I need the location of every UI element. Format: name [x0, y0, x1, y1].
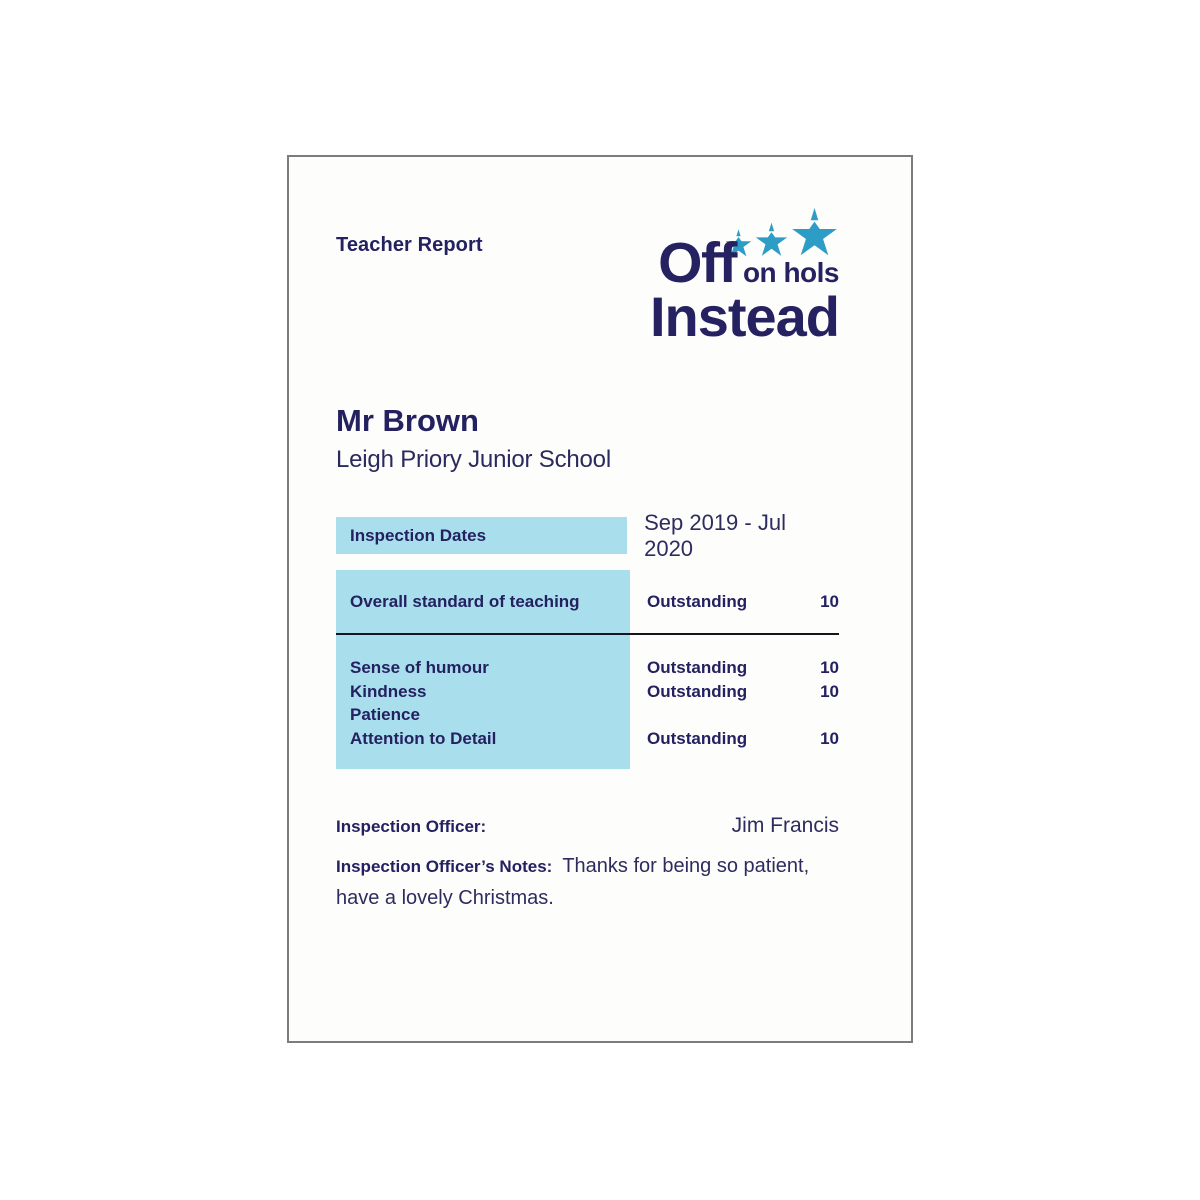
notes-text: Thanks for being so patient, have a lovely Christmas.: [336, 855, 810, 909]
skill-label: Attention to Detail: [350, 728, 497, 748]
table-row: [336, 703, 839, 727]
inspection-officer-label: Inspection Officer:: [336, 817, 487, 836]
overall-rating-row: [336, 570, 839, 635]
inspection-officer-name: Jim Francis: [731, 814, 839, 837]
skill-score: 10: [820, 728, 839, 748]
skill-label: Sense of humour: [350, 658, 489, 677]
inspection-officer-notes: [336, 851, 839, 915]
inspection-dates-value: Sep 2019 - Jul 2020: [644, 509, 786, 561]
notes-label: Inspection Officer’s Notes:: [336, 857, 553, 876]
report-header: [336, 157, 839, 357]
school-name: Leigh Priory Junior School: [336, 446, 611, 473]
table-row: [336, 680, 839, 704]
logo-instead-text: Instead: [649, 285, 839, 348]
skill-label: Kindness: [350, 681, 427, 701]
skill-score: 10: [820, 681, 839, 701]
skill-score: 10: [820, 658, 839, 677]
skill-rows: [336, 635, 839, 769]
table-row: [336, 656, 839, 680]
teacher-name: Mr Brown: [336, 403, 479, 438]
skill-rating: Outstanding: [647, 728, 748, 748]
overall-rating: Outstanding: [647, 591, 748, 611]
report-type-label: Teacher Report: [336, 234, 483, 256]
skill-rating: [630, 703, 791, 727]
ratings-table: [336, 570, 839, 769]
off-on-hols-instead-logo: [624, 207, 839, 348]
inspection-dates-row: [336, 509, 839, 561]
skill-rating: Outstanding: [647, 658, 748, 677]
table-row: [336, 727, 839, 751]
skill-rating: Outstanding: [647, 681, 748, 701]
skill-score: [791, 703, 839, 727]
inspection-officer-row: [336, 814, 839, 838]
overall-score: 10: [820, 591, 839, 611]
report-page: [287, 155, 913, 1043]
skill-label: Patience: [350, 705, 420, 724]
logo-off-text: Off: [658, 231, 736, 295]
logo-on-hols-text: on hols: [742, 257, 839, 288]
inspection-dates-label: Inspection Dates: [336, 517, 627, 554]
overall-label: Overall standard of teaching: [350, 591, 580, 611]
logo-line-1: [658, 231, 839, 295]
